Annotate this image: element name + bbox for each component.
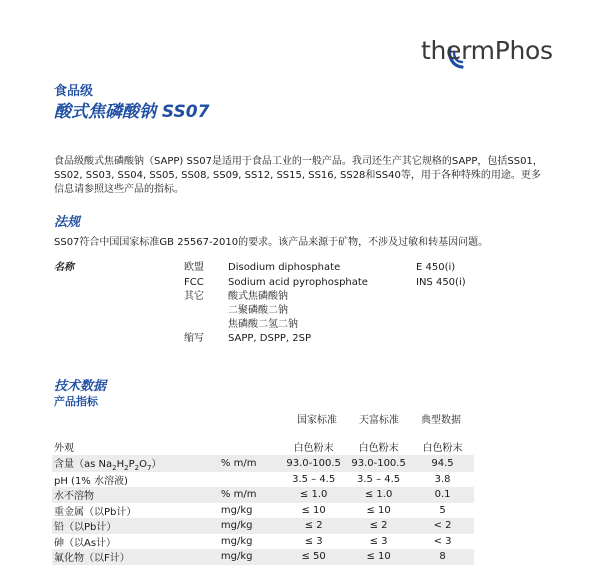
spec-unit <box>219 439 281 455</box>
col-header-national: 国家标准 <box>297 415 337 426</box>
col-header-typical: 典型数据 <box>421 415 461 426</box>
table-row <box>52 455 474 472</box>
spec-typical: < 3 <box>433 535 452 547</box>
regulation-heading: 法规 <box>54 215 81 230</box>
table-row <box>52 503 474 519</box>
spec-company: ≤ 1.0 <box>346 487 411 503</box>
name-value-eu: Disodium diphosphate <box>228 262 341 273</box>
spec-name: 氟化物（以F计） <box>52 549 219 565</box>
name-key-eu: 欧盟 <box>184 262 204 273</box>
spec-typical: 94.5 <box>411 455 474 472</box>
product-category: 食品级 <box>54 84 94 99</box>
spec-company: ≤ 3 <box>369 535 388 547</box>
spec-typical: < 2 <box>411 518 474 534</box>
page-title: 酸式焦磷酸钠 SS07 <box>54 102 210 122</box>
tech-subheading: 产品指标 <box>54 395 98 408</box>
spec-unit: % m/m <box>219 487 281 503</box>
spec-name: 重金属（以Pb计） <box>54 506 137 518</box>
names-label: 名称 <box>54 262 74 273</box>
name-value-fcc: Sodium acid pyrophosphate <box>228 277 368 288</box>
tech-heading: 技术数据 <box>54 379 107 394</box>
spec-national: ≤ 1.0 <box>281 487 346 503</box>
spec-typical: 5 <box>439 504 446 516</box>
spec-unit: % m/m <box>219 455 281 472</box>
spec-national: 白色粉末 <box>293 443 334 455</box>
brand-name: thermPhos <box>421 36 553 65</box>
intro-line-2: SS02, SS03, SS04, SS05, SS08, SS09, SS12, SS15, SS16, SS28和SS40等，用于各种特殊的用途。更多 <box>54 170 541 181</box>
spec-typical: 0.1 <box>411 487 474 503</box>
spec-company: ≤ 2 <box>346 518 411 534</box>
spec-unit: mg/kg <box>219 549 281 565</box>
spec-national: ≤ 50 <box>281 549 346 565</box>
name-value-other-2: 二聚磷酸二钠 <box>228 305 288 316</box>
spec-typical: 3.8 <box>434 473 451 485</box>
spec-name: 铅（以Pb计） <box>52 518 219 534</box>
spec-national: 3.5 – 4.5 <box>292 473 336 485</box>
name-value-abbr: SAPP, DSPP, 2SP <box>228 333 311 344</box>
spec-unit: mg/kg <box>219 518 281 534</box>
table-row <box>52 549 474 565</box>
name-key-other: 其它 <box>184 291 204 302</box>
intro-line-3: 信息请参照这些产品的指标。 <box>54 184 184 195</box>
spec-name: 含量（as $Na_2H_2P_2O_7$） <box>52 455 219 472</box>
spec-typical: 8 <box>411 549 474 565</box>
spec-name: 水不溶物 <box>52 487 219 503</box>
name-value-other-3: 焦磷酸二氢二钠 <box>228 319 298 330</box>
name-code-fcc: INS 450(i) <box>416 277 466 288</box>
spec-national: ≤ 3 <box>304 535 323 547</box>
regulation-text: SS07符合中国国家标准GB 25567-2010的要求。该产品来源于矿物，不涉及过敏和转基因问题。 <box>54 237 489 248</box>
spec-table <box>52 439 474 565</box>
name-key-fcc: FCC <box>184 277 204 288</box>
spec-unit: mg/kg <box>220 504 253 516</box>
name-code-eu: E 450(i) <box>416 262 456 273</box>
table-row <box>52 439 474 455</box>
spec-name: pH (1% 水溶液) <box>54 475 128 487</box>
spec-national: 93.0-100.5 <box>281 455 346 472</box>
spec-name: 外观 <box>54 443 74 455</box>
spec-company: 93.0-100.5 <box>346 455 411 472</box>
intro-line-1: 食品级酸式焦磷酸钠（SAPP) SS07是适用于食品工业的一般产品。我司还生产其它规格的SAPP，包括SS01， <box>54 156 543 167</box>
spec-unit <box>219 472 281 488</box>
spec-company: 白色粉末 <box>358 443 399 455</box>
spec-company: ≤ 10 <box>346 549 411 565</box>
name-value-other-1: 酸式焦磷酸钠 <box>228 291 288 302</box>
spec-company: ≤ 10 <box>366 504 391 516</box>
spec-company: 3.5 – 4.5 <box>357 473 401 485</box>
spec-unit: mg/kg <box>220 535 253 547</box>
col-header-company: 天富标准 <box>359 415 399 426</box>
spec-national: ≤ 10 <box>301 504 326 516</box>
name-key-abbr: 缩写 <box>184 333 204 344</box>
spec-name: 砷（以As计） <box>54 537 117 549</box>
table-row <box>52 487 474 503</box>
table-row <box>52 518 474 534</box>
table-row <box>52 534 474 550</box>
table-row <box>52 472 474 488</box>
spec-national: ≤ 2 <box>281 518 346 534</box>
spec-typical: 白色粉末 <box>422 443 463 455</box>
